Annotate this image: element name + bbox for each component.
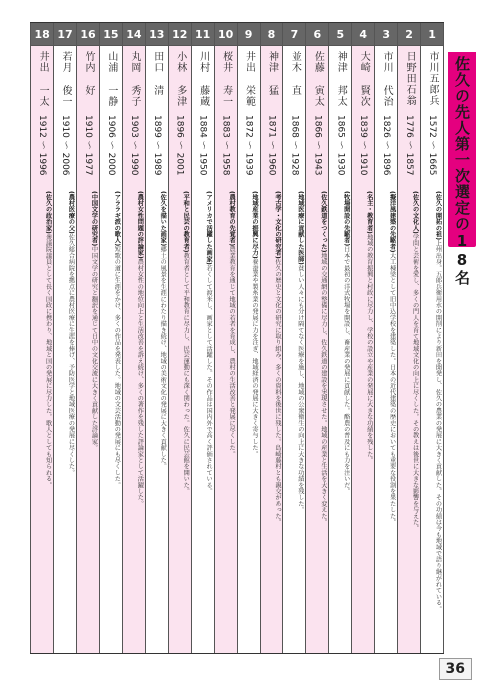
entry-body: 若くして渡米し、画家として活躍した。その作品は国内外で高く評価されている。 xyxy=(205,264,213,495)
pioneers-table xyxy=(30,22,444,654)
entry-description xyxy=(215,191,236,631)
table-row xyxy=(397,23,420,653)
entry-number: 3 xyxy=(375,23,397,46)
entry-name: 並木 直 xyxy=(289,51,301,96)
entry-lead: (農村教育の先覚者) xyxy=(228,191,236,247)
entry-name: 小林 多津 xyxy=(174,51,186,107)
entry-name: 神津 猛 xyxy=(266,51,278,96)
entry-years: 1883 〜 1958 xyxy=(220,115,231,176)
entry-lead: (考古学・文化の研究者) xyxy=(273,191,281,259)
entry-years: 1906 〜 2000 xyxy=(105,115,116,176)
table-row xyxy=(145,23,168,653)
entry-name: 佐藤 寅太 xyxy=(312,51,324,107)
entry-description xyxy=(261,191,282,631)
entry-description xyxy=(376,191,397,631)
entry-name: 丸岡 秀子 xyxy=(128,51,140,107)
table-row xyxy=(351,23,374,653)
entry-lead: (擬洋風建築の先駆者) xyxy=(388,191,396,253)
entry-years: 1896 〜 2001 xyxy=(174,115,185,176)
entry-lead: (牧場開設の先駆者) xyxy=(342,191,350,247)
entry-lead: (地域産業の振興に尽力) xyxy=(251,191,259,259)
table-row xyxy=(328,23,351,653)
entry-lead: (農村女性問題の評論家) xyxy=(136,191,144,259)
table-row xyxy=(237,23,260,653)
entry-body: 養蚕業や製糸業の発展に力を注ぎ、地域経済の発展に大きく寄与した。 xyxy=(251,258,259,458)
entry-lead: (佐久の文化人) xyxy=(411,191,419,234)
entry-name: 井出 一太 xyxy=(37,51,49,107)
entry-description xyxy=(399,191,420,631)
entry-body: 貧しい人々にも分け隔てなく医療を施し、地域の公衆衛生の向上に大きな功績を残した。 xyxy=(296,264,304,513)
entry-description xyxy=(353,191,374,631)
table-row xyxy=(53,23,76,653)
entry-body: 日本で最初の洋式牧場を開設し、畜産業の発展に貢献した。酪農の普及にも力を注いだ。 xyxy=(342,246,350,495)
entry-body: 上州出身。五郎兵衛用水の開削により新田を開発し、佐久の農業の発展に大きく貢献した。その功績は今も地域で語り継がれている。 xyxy=(434,240,442,613)
entry-body: 佐久の歴史と文化の研究に取り組み、多くの資料を後世に残した。島崎藤村とも親交があった。 xyxy=(273,258,281,526)
entry-number: 12 xyxy=(169,23,191,46)
entry-description xyxy=(192,191,213,631)
entry-name: 日野田石翁 xyxy=(404,51,416,106)
entry-years: 1776 〜 1857 xyxy=(404,115,415,176)
entry-number: 17 xyxy=(54,23,76,46)
entry-description xyxy=(55,191,76,631)
entry-years: 1839 〜 1910 xyxy=(358,115,369,176)
entry-name: 川村 藤蔵 xyxy=(197,51,209,107)
entry-description xyxy=(169,191,190,631)
entry-name: 竹内 好 xyxy=(82,51,94,96)
entry-description xyxy=(146,191,167,631)
table-row xyxy=(214,23,237,653)
entry-body: 地域の教育振興と村政に尽力し、学校の設立や産業の発展に大きな功績を残した。 xyxy=(365,233,373,464)
entry-lead: (佐久の開拓の祖) xyxy=(434,191,442,241)
entry-years: 1572 〜 1665 xyxy=(427,115,438,176)
table-row xyxy=(76,23,99,653)
entry-years: 1910 〜 2006 xyxy=(60,115,71,176)
entry-description xyxy=(123,191,144,631)
entry-number: 2 xyxy=(398,23,420,46)
entry-lead: (佐久の政治家) xyxy=(44,191,52,234)
entry-years: 1912 〜 1996 xyxy=(37,115,48,176)
entry-years: 1872 〜 1939 xyxy=(243,115,254,176)
entry-body: 短歌の道に生涯をかけ、多くの作品を発表した。地域の文芸活動の発展にも尽くした。 xyxy=(113,246,121,489)
entry-number: 4 xyxy=(352,23,374,46)
table-row xyxy=(282,23,305,653)
entry-body: 地域の交通網の整備に尽力し、佐久鉄道の建設を実現させた。地域の産業と生活を大きく変えた。 xyxy=(319,252,327,526)
entry-number: 6 xyxy=(306,23,328,46)
entry-name: 大崎 賢次 xyxy=(358,51,370,107)
entry-number: 18 xyxy=(31,23,53,46)
entry-lead: (名主・教育者) xyxy=(365,191,373,234)
entry-name: 若月 俊一 xyxy=(60,51,72,107)
entry-number: 16 xyxy=(77,23,99,46)
entry-description xyxy=(330,191,351,631)
table-row xyxy=(260,23,283,653)
table-row xyxy=(122,23,145,653)
entry-name: 田口 清 xyxy=(151,51,163,96)
entry-number: 11 xyxy=(192,23,214,46)
entry-lead: (平和と民芸の教育者) xyxy=(182,191,190,253)
entry-description xyxy=(100,191,121,631)
entry-name: 市川五郎兵 xyxy=(427,51,439,106)
entry-description xyxy=(284,191,305,631)
entry-lead: (アララギ派の歌人) xyxy=(113,191,121,247)
entry-years: 1871 〜 1960 xyxy=(266,115,277,176)
entry-number: 10 xyxy=(215,23,237,46)
entry-number: 9 xyxy=(238,23,260,46)
entry-years: 1826 〜 1896 xyxy=(381,115,392,176)
page-number: 36 xyxy=(439,658,472,680)
entry-body: 教育者として平和教育に尽力し、民芸運動にも深く関わった。佐久に民芸館を開いた。 xyxy=(182,252,190,495)
entry-description xyxy=(32,191,53,631)
entry-body: 農村女性の地位向上と生活改善を訴え続け、多くの著作を残した評論家として活躍した。 xyxy=(136,258,144,507)
entry-description xyxy=(422,191,443,631)
entry-number: 13 xyxy=(146,23,168,46)
entry-number: 1 xyxy=(421,23,443,46)
entry-years: 1865 〜 1930 xyxy=(335,115,346,176)
entry-years: 1910 〜 1977 xyxy=(82,115,93,176)
table-row xyxy=(374,23,397,653)
entry-name: 桜井 寿一 xyxy=(220,51,232,107)
entry-name: 井出 栄範 xyxy=(243,51,255,107)
entry-number: 7 xyxy=(283,23,305,46)
entry-body: 佐久総合病院を拠点に農村医療に生涯を捧げ、予防医学と地域医療の発展に尽くした。 xyxy=(67,233,75,476)
page-title: 佐久の先人第一次選定の18名 xyxy=(453,56,471,286)
entry-number: 14 xyxy=(123,23,145,46)
entry-years: 1899 〜 1989 xyxy=(151,115,162,176)
entry-years: 1903 〜 1990 xyxy=(128,115,139,176)
entry-lead: (佐久を描いた画家) xyxy=(159,191,167,247)
entry-name: 神津 邦太 xyxy=(335,51,347,107)
entry-description xyxy=(77,191,98,631)
table-row xyxy=(420,23,444,653)
table-row xyxy=(305,23,328,653)
entry-body: 郷土の風景を生涯にわたり描き続け、地域の美術文化の発展に大きく貢献した。 xyxy=(159,246,167,470)
entry-description xyxy=(238,191,259,631)
entry-name: 市川 代治 xyxy=(381,51,393,107)
entry-years: 1868 〜 1928 xyxy=(289,115,300,176)
entry-lead: (地域医療に貢献した医師) xyxy=(296,191,304,265)
entry-description xyxy=(307,191,328,631)
entry-body: 衆議院議員として長く国政に携わり、地域と国の発展に尽力した。歌人としても知られる。 xyxy=(44,233,52,489)
entry-number: 8 xyxy=(261,23,283,46)
entry-years: 1884 〜 1950 xyxy=(197,115,208,176)
table-row xyxy=(168,23,191,653)
entry-body: 農業教育を通じて地域の若者を育成し、農村の生活改善と発展に尽くした。 xyxy=(228,246,236,458)
entry-lead: (中国文学の研究者) xyxy=(90,191,98,247)
table-row xyxy=(99,23,122,653)
table-row xyxy=(191,23,214,653)
entry-lead: (アメリカで活躍した画家) xyxy=(205,191,213,265)
entry-years: 1866 〜 1943 xyxy=(312,115,323,176)
entry-number: 15 xyxy=(100,23,122,46)
entry-body: 学問と芸術を愛し、多くの門人を育て地域文化の向上に尽くした。その教えは後世に大きな影響を与えた。 xyxy=(411,233,419,532)
entry-number: 5 xyxy=(329,23,351,46)
table-row xyxy=(30,23,53,653)
entry-body: 中国文学の研究と翻訳を通じて日中の文化交流に大きく貢献した評論家。 xyxy=(90,246,98,451)
entry-name: 山浦 一静 xyxy=(105,51,117,107)
entry-lead: (佐久鉄道をつくった) xyxy=(319,191,327,253)
entry-body: 大工棟梁として旧中込学校を建築した。日本の近代建築の歴史においても重要な役割を果たした。 xyxy=(388,252,396,526)
entry-lead: (農村医療の父) xyxy=(67,191,75,234)
